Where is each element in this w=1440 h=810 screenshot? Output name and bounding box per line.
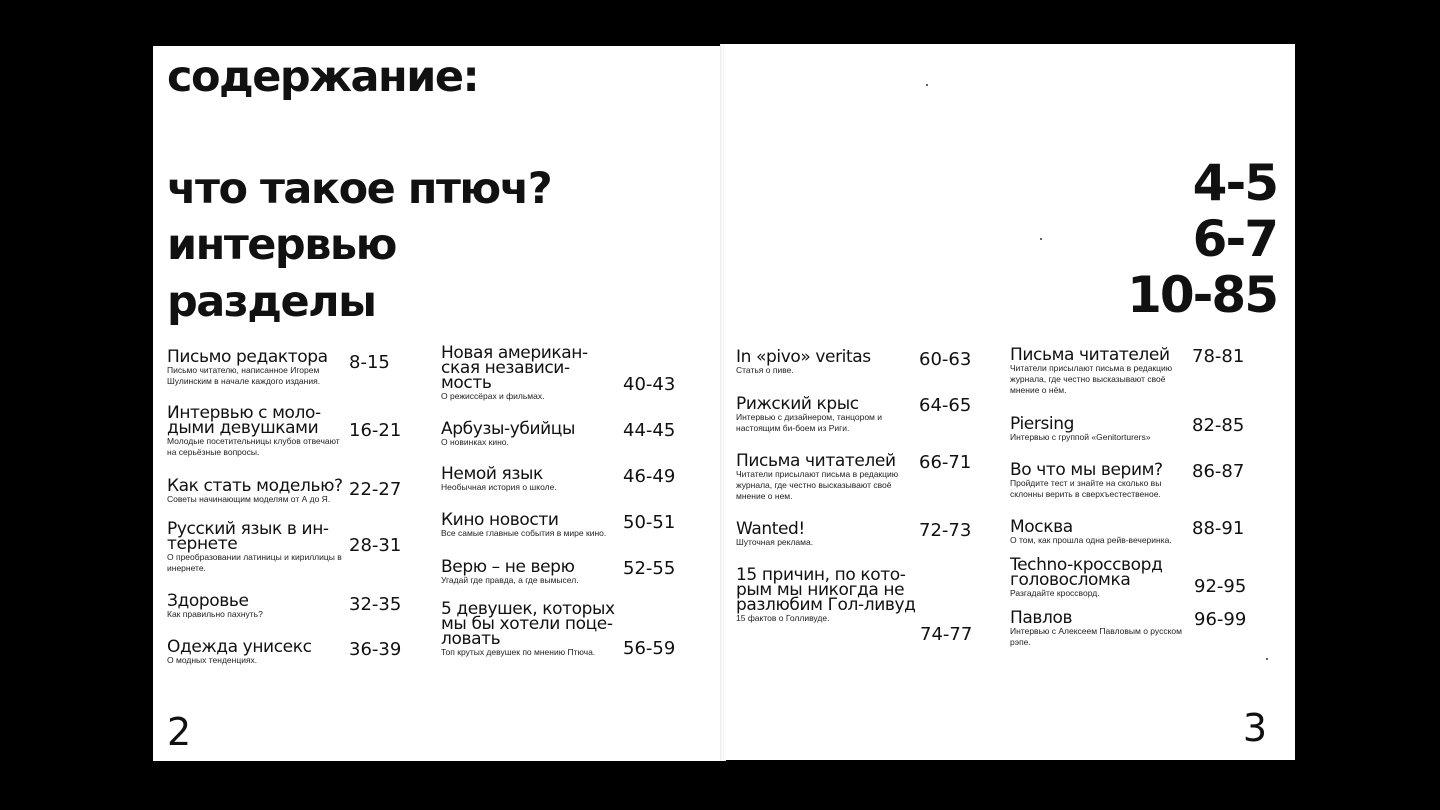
toc-entry — [441, 343, 606, 402]
toc-entry-title: Новая американ-ская независи-мость — [441, 343, 588, 393]
toc-entry-description: Молодые посетительницы клубов отвечают на серьёзные вопросы. — [167, 436, 340, 457]
page-number-left: 2 — [167, 710, 192, 754]
toc-entry — [1010, 517, 1188, 546]
toc-entry-description: О новинках кино. — [441, 437, 509, 447]
toc-entry-pages: 16-21 — [349, 420, 402, 441]
toc-entry-pages: 50-51 — [623, 512, 676, 533]
toc-entry-description: Угадай где правда, а где вымысел. — [441, 575, 579, 585]
contents-heading: содержание: — [167, 52, 479, 102]
toc-entry — [167, 637, 345, 666]
toc-entry-description: Письмо читателю, написанное Игорем Шулинским в начале каждого издания. — [167, 365, 321, 386]
toc-entry-description: Статья о пиве. — [736, 365, 794, 375]
toc-entry-description: Шуточная реклама. — [736, 537, 814, 547]
toc-entry — [1010, 345, 1188, 396]
toc-entry-pages: 64-65 — [919, 395, 972, 416]
toc-entry-description: Необычная история о школе. — [441, 482, 557, 492]
toc-entry-description: Советы начинающим моделям от А до Я. — [167, 494, 331, 504]
toc-entry-title: In «pivo» veritas — [736, 347, 871, 367]
section-title-sections: разделы — [167, 277, 376, 327]
toc-entry-description: О том, как прошла одна рейв-вечеринка. — [1010, 535, 1172, 545]
toc-entry-title: Верю – не верю — [441, 557, 575, 577]
range-number-3: 10-85 — [1127, 266, 1277, 324]
toc-entry-pages: 96-99 — [1194, 609, 1247, 630]
toc-entry-title: Павлов — [1010, 608, 1073, 628]
toc-entry — [441, 557, 621, 586]
toc-entry-title: Москва — [1010, 517, 1073, 537]
toc-entry-description: 15 фактов о Голливуде. — [736, 613, 830, 623]
speck — [1040, 238, 1042, 240]
toc-entry-description: Интервью с группой «Genitorturers» — [1010, 432, 1151, 442]
toc-entry-pages: 88-91 — [1192, 518, 1245, 539]
toc-entry-title: Во что мы верим? — [1010, 460, 1163, 480]
toc-entry — [736, 451, 911, 502]
toc-entry-description: Интервью с Алексеем Павловым о русском рэпе. — [1010, 626, 1182, 647]
toc-entry-description: Топ крутых девушек по мнению Птюча. — [441, 647, 596, 657]
toc-entry-pages: 78-81 — [1192, 346, 1245, 367]
toc-entry-pages: 44-45 — [623, 420, 676, 441]
toc-entry — [441, 464, 621, 493]
toc-entry — [167, 591, 345, 620]
toc-entry — [1010, 460, 1188, 500]
toc-entry — [736, 565, 916, 624]
toc-entry-pages: 28-31 — [349, 535, 402, 556]
toc-entry-pages: 66-71 — [919, 452, 972, 473]
toc-entry-pages: 74-77 — [920, 624, 973, 645]
toc-entry-title: Wanted! — [736, 519, 805, 539]
toc-entry — [167, 519, 345, 574]
toc-entry-pages: 52-55 — [623, 558, 676, 579]
toc-entry-description: Пройдите тест и знайте на сколько вы склонны верить в сверхъестественое. — [1010, 478, 1162, 499]
section-title-what-is-ptyuch: что такое птюч? — [167, 164, 552, 214]
right-page — [724, 44, 1295, 760]
toc-entry-title: Piersing — [1010, 414, 1074, 434]
toc-entry — [736, 519, 911, 548]
speck — [926, 84, 928, 86]
toc-entry — [736, 347, 911, 376]
toc-entry-title: Немой язык — [441, 464, 543, 484]
toc-entry-title: Здоровье — [167, 591, 249, 611]
toc-entry-title: Письмо редактора — [167, 347, 328, 367]
toc-entry-title: 15 причин, по кото-рым мы никогда не разлюбим Гол-ливуд — [736, 565, 916, 615]
toc-entry-pages: 46-49 — [623, 466, 676, 487]
toc-entry-description: Читатели присылают письма в редакцию журнала, где честно высказывают своё мнение о нем. — [736, 469, 899, 501]
toc-entry — [441, 419, 621, 448]
toc-entry-pages: 92-95 — [1194, 576, 1247, 597]
toc-entry-pages: 32-35 — [349, 594, 402, 615]
toc-entry — [736, 394, 911, 434]
toc-entry-title: Письма читателей — [1010, 345, 1170, 365]
toc-entry-title: Интервью с моло-дыми девушками — [167, 403, 321, 438]
toc-entry — [167, 403, 342, 458]
toc-entry-title: Кино новости — [441, 510, 559, 530]
range-number-1: 4-5 — [1192, 154, 1277, 212]
toc-entry-description: Интервью с дизайнером, танцором и настоящим би-боем из Риги. — [736, 412, 882, 433]
toc-entry — [441, 599, 621, 658]
toc-entry — [441, 510, 621, 539]
section-title-interview: интервью — [167, 220, 396, 270]
toc-entry-pages: 60-63 — [919, 349, 972, 370]
toc-entry-title: Арбузы-убийцы — [441, 419, 575, 439]
toc-entry — [167, 476, 345, 505]
toc-entry-title: Письма читателей — [736, 451, 896, 471]
toc-entry-description: Все самые главные события в мире кино. — [441, 528, 607, 538]
toc-entry-pages: 86-87 — [1192, 461, 1245, 482]
toc-entry — [167, 347, 342, 387]
toc-entry-description: Как правильно пахнуть? — [167, 609, 263, 619]
toc-entry-pages: 36-39 — [349, 639, 402, 660]
toc-entry-description: Читатели присылают письма в редакцию журнала, где честно высказывают своё мнение о нём. — [1010, 363, 1173, 395]
toc-entry — [1010, 555, 1188, 599]
toc-entry-title: 5 девушек, которых мы бы хотели поце-ловать — [441, 599, 615, 649]
left-page — [153, 46, 722, 761]
toc-entry-pages: 40-43 — [623, 374, 676, 395]
toc-entry-pages: 82-85 — [1192, 415, 1245, 436]
page-number-right: 3 — [1242, 706, 1267, 750]
toc-entry-pages: 8-15 — [349, 352, 390, 373]
toc-entry-title: Русский язык в ин-тернете — [167, 519, 329, 554]
toc-entry-pages: 22-27 — [349, 479, 402, 500]
toc-entry-title: Как стать моделью? — [167, 476, 343, 496]
toc-entry-title: Одежда унисекс — [167, 637, 312, 657]
toc-entry-pages: 56-59 — [623, 638, 676, 659]
toc-entry — [1010, 414, 1188, 443]
range-number-2: 6-7 — [1192, 210, 1277, 268]
toc-entry-title: Techno-кроссворд головосломка — [1010, 555, 1163, 590]
toc-entry-pages: 72-73 — [919, 520, 972, 541]
speck — [1266, 658, 1268, 660]
toc-entry-description: О модных тенденциях. — [167, 655, 258, 665]
toc-entry-description: О преобразовании латиницы и кириллицы в инернете. — [167, 552, 342, 573]
toc-entry-description: О режиссёрах и фильмах. — [441, 391, 545, 401]
toc-entry — [1010, 608, 1188, 648]
toc-entry-description: Разгадайте кроссворд. — [1010, 588, 1100, 598]
toc-entry-title: Рижский крыс — [736, 394, 859, 414]
